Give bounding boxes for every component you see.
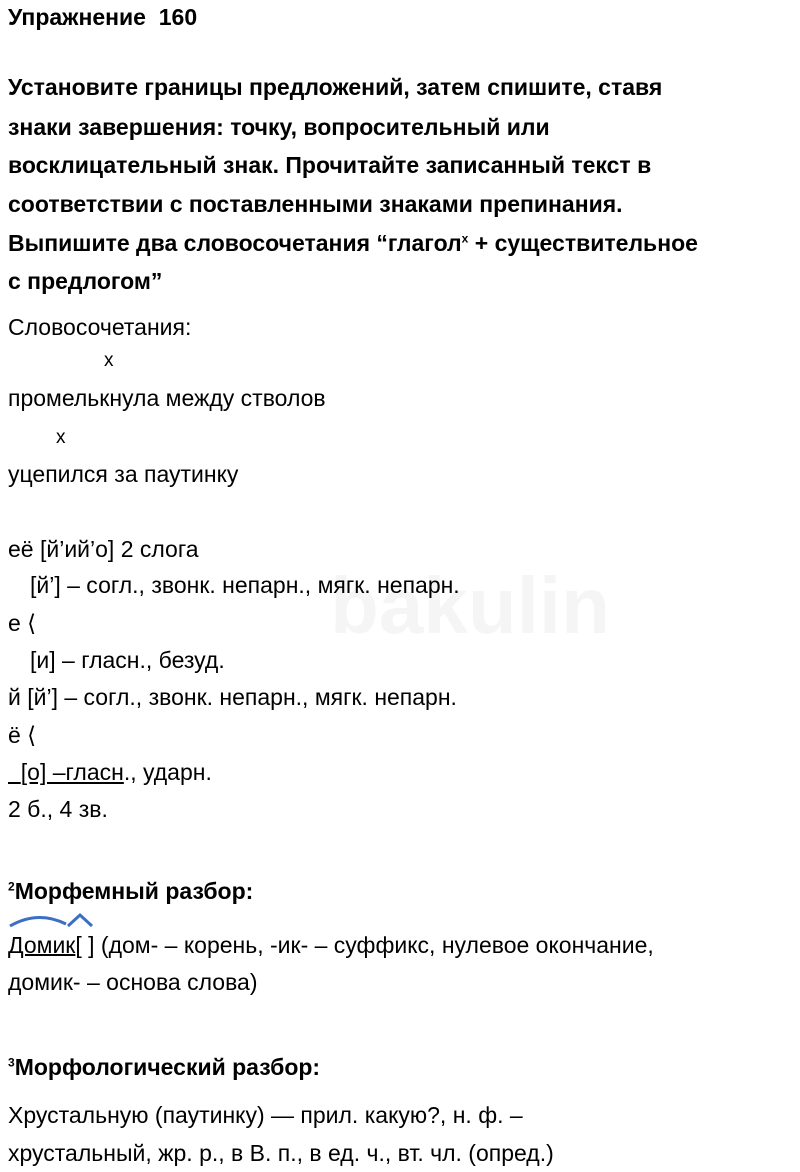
task-text: + существительное [468,230,698,256]
morphemic-line: домик- – основа слова) [8,969,258,995]
phrases-label: Словосочетания: [8,314,192,340]
phonetic-line: её [й’ий’о] 2 слога [8,536,199,562]
task-line: знаки завершения: точку, вопросительный или [8,114,550,140]
morphological-line: Хрустальную (паутинку) — прил. какую?, н. ф. – [8,1102,523,1128]
footnote-number: 3 [8,1055,15,1070]
phonetic-line: е ⟨ [8,610,37,636]
phonetic-line: [й’] – согл., звонк. непарн., мягк. непарн. [30,572,460,598]
root-arc [10,917,66,926]
phonetic-line: [и] – гласн., безуд. [30,647,225,673]
verb-mark: x [56,427,66,448]
task-line [8,228,698,258]
root-suffix-arcs [8,910,98,930]
task-line: с предлогом” [8,268,163,294]
underlined-text: [о] –гласн [20,759,124,785]
task-text: Выпишите два словосочетания “глагол [8,230,462,256]
phonetic-text: ., ударн. [123,759,212,785]
task-line: восклицательный знак. Прочитайте записанный текст в [8,152,652,178]
task-line: соответствии с поставленными знаками препинания. [8,191,623,217]
phonetic-line: й [й’] – согл., звонк. непарн., мягк. непарн. [8,684,457,710]
suffix-mark [68,915,92,926]
morphemic-line [8,930,654,960]
verb-mark: x [104,350,114,371]
morphemic-heading [8,876,253,906]
page-title: Упражнение 160 [8,4,198,30]
morphological-heading [8,1052,320,1082]
morphological-line: хрустальный, жр. р., в В. п., в ед. ч., вт. чл. (опред.) [8,1140,554,1166]
underlined-part [8,759,124,785]
phonetic-summary: 2 б., 4 зв. [8,796,108,822]
task-superscript: x [461,231,469,246]
phrase: промелькнула между стволов [8,385,326,411]
heading-text: Морфемный разбор: [14,878,254,904]
phrase: уцепился за паутинку [8,461,239,487]
heading-text: Морфологический разбор: [14,1054,321,1080]
analyzed-word: Домик [8,932,76,958]
footnote-number: 2 [8,879,15,894]
phonetic-line: ё ⟨ [8,722,37,748]
phonetic-line [8,757,212,787]
morphemic-text: [ ] (дом- – корень, -ик- – суффикс, нулевое окончание, [75,932,654,958]
task-line: Установите границы предложений, затем спишите, ставя [8,74,663,100]
